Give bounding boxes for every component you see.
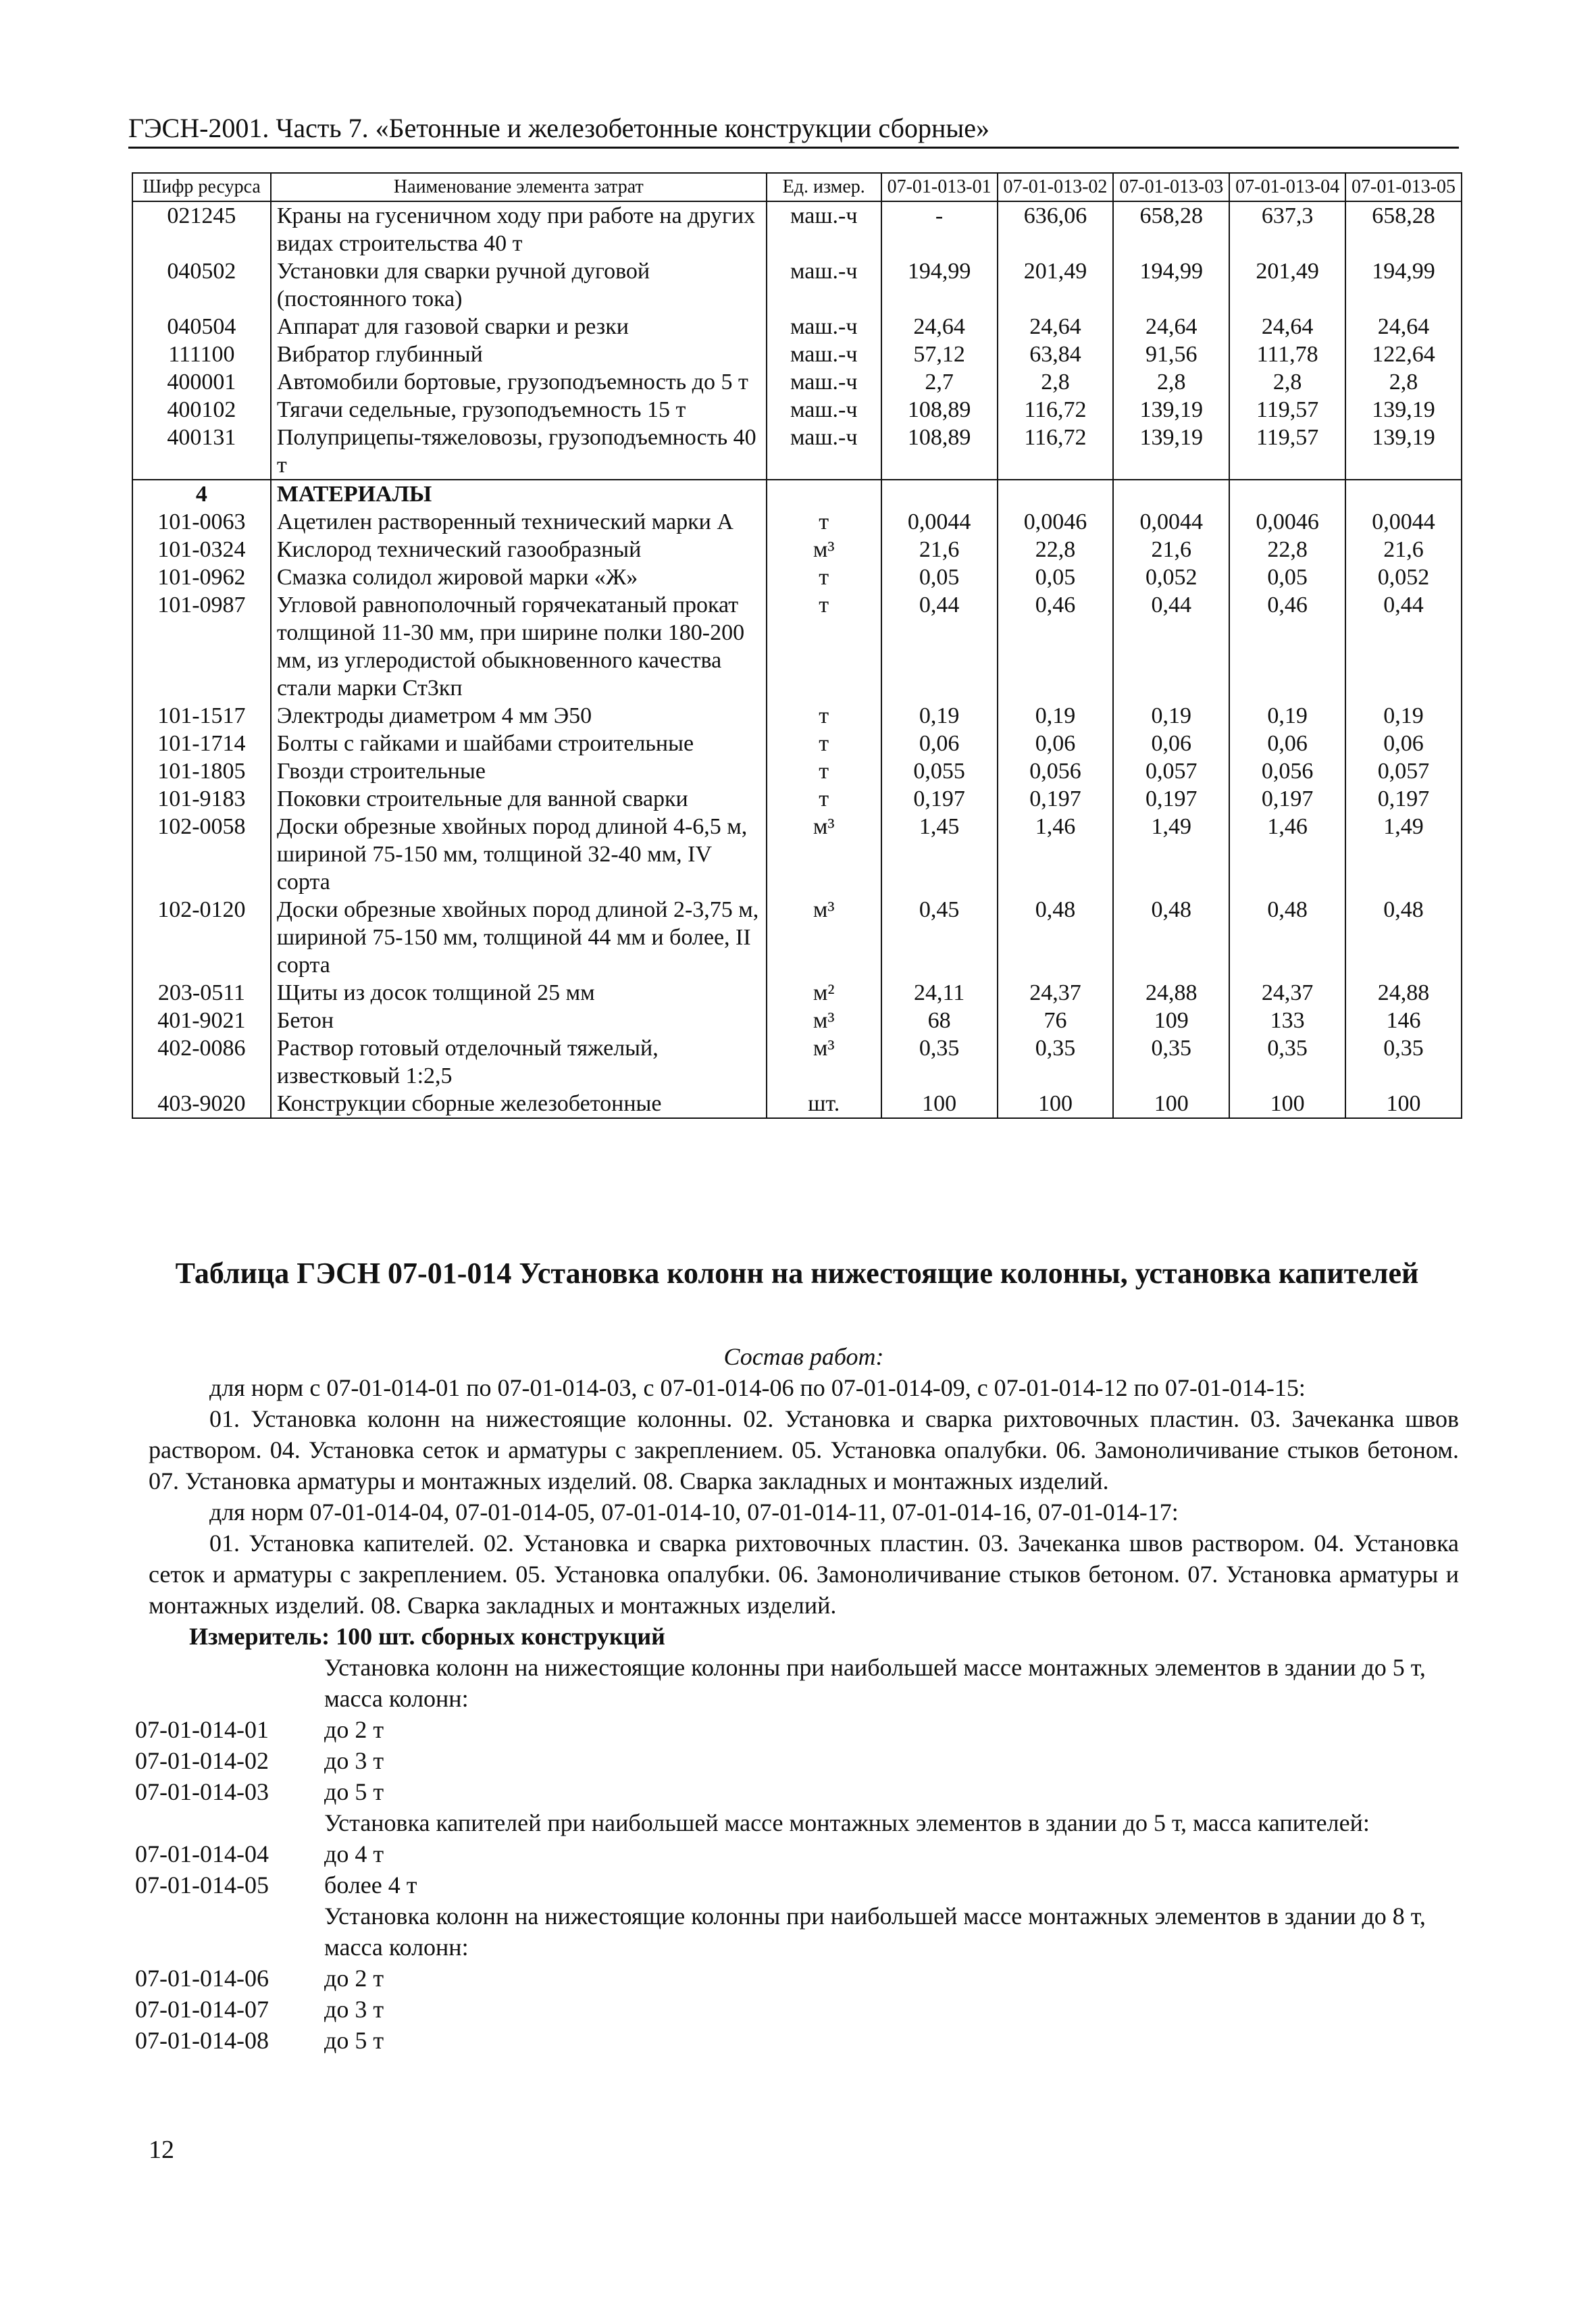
norm-value: 139,19 bbox=[1345, 424, 1462, 480]
norm-code: 07-01-014-04 bbox=[135, 1840, 269, 1867]
norm-value: 21,6 bbox=[1113, 536, 1229, 563]
norm-value: 0,057 bbox=[1345, 757, 1462, 785]
table-title: Таблица ГЭСН 07-01-014 Установка колонн на нижестоящие колонны, установка капителей bbox=[175, 1257, 1419, 1290]
norm-value: 1,46 bbox=[998, 813, 1114, 896]
norm-value: 0,197 bbox=[881, 785, 998, 813]
norm-code: 07-01-014-02 bbox=[135, 1747, 269, 1774]
resource-name: Бетон bbox=[271, 1007, 767, 1034]
norm-item bbox=[135, 2025, 1459, 2056]
resource-name: Тягачи седельные, грузоподъемность 15 т bbox=[271, 396, 767, 424]
norm-value: 139,19 bbox=[1113, 396, 1229, 424]
group-heading: Установка колонн на нижестоящие колонны при наибольшей массе монтажных элементов в здании до 8 т, масса колонн: bbox=[324, 1903, 1426, 1961]
resource-unit: м³ bbox=[767, 813, 881, 896]
norm-value: 57,12 bbox=[881, 341, 998, 368]
norm-value: 194,99 bbox=[1345, 257, 1462, 313]
norm-value: 100 bbox=[998, 1090, 1114, 1118]
resource-unit: т bbox=[767, 785, 881, 813]
norm-value: 0,197 bbox=[1345, 785, 1462, 813]
norm-value: 0,19 bbox=[1229, 702, 1345, 730]
running-header: ГЭСН-2001. Часть 7. «Бетонные и железобетонные конструкции сборные» bbox=[128, 111, 1459, 149]
resource-code: 101-1805 bbox=[132, 757, 271, 785]
resource-unit: т bbox=[767, 702, 881, 730]
resource-code: 101-1714 bbox=[132, 730, 271, 757]
measure-unit: Измеритель: 100 шт. сборных конструкций bbox=[189, 1623, 665, 1650]
norm-code: 07-01-014-06 bbox=[135, 1965, 269, 1992]
norm-value: 0,05 bbox=[998, 563, 1114, 591]
norm-value: 1,45 bbox=[881, 813, 998, 896]
table-row bbox=[132, 730, 1462, 757]
table-row bbox=[132, 508, 1462, 536]
resource-name: Автомобили бортовые, грузоподъемность до 5 т bbox=[271, 368, 767, 396]
resource-unit: шт. bbox=[767, 1090, 881, 1118]
resource-name: Кислород технический газообразный bbox=[271, 536, 767, 563]
norm-text: до 5 т bbox=[324, 2027, 384, 2054]
norm-value: 0,06 bbox=[1113, 730, 1229, 757]
norm-groups bbox=[135, 1652, 1459, 2056]
norm-value: 0,44 bbox=[881, 591, 998, 702]
norm-value: 68 bbox=[881, 1007, 998, 1034]
norm-value: 24,64 bbox=[998, 313, 1114, 341]
norm-value: 0,05 bbox=[881, 563, 998, 591]
works-list-2: 01. Установка капителей. 02. Установка и сварка рихтовочных пластин. 03. Зачеканка швов раствором. 04. Установка сеток и арматуры с закреплением. 05. Установка опалубки. 06. Замоноличивание стыков бетоном. 07. Установка арматуры и монтажных изделий. 08. Сварка закладных и монтажных изделий. bbox=[149, 1530, 1459, 1619]
norms-range-1: для норм с 07-01-014-01 по 07-01-014-03, с 07-01-014-06 по 07-01-014-09, с 07-01-014-12 по 07-01-014-15: bbox=[209, 1374, 1306, 1401]
norm-value: 139,19 bbox=[1345, 396, 1462, 424]
norm-value: 24,11 bbox=[881, 979, 998, 1007]
resource-name: Поковки строительные для ванной сварки bbox=[271, 785, 767, 813]
col-header-norm-1: 07-01-013-01 bbox=[881, 173, 998, 201]
resource-code: 203-0511 bbox=[132, 979, 271, 1007]
composition-block bbox=[135, 1341, 1459, 2056]
section-row bbox=[132, 480, 1462, 508]
norm-text: до 4 т bbox=[324, 1840, 384, 1867]
table-row bbox=[132, 757, 1462, 785]
norm-value: 0,19 bbox=[1113, 702, 1229, 730]
resource-code: 400001 bbox=[132, 368, 271, 396]
section-code: 4 bbox=[132, 480, 271, 508]
table-row bbox=[132, 313, 1462, 341]
norm-text: до 3 т bbox=[324, 1747, 384, 1774]
norm-value: 22,8 bbox=[1229, 536, 1345, 563]
norm-value: 0,057 bbox=[1113, 757, 1229, 785]
norm-value: 0,197 bbox=[998, 785, 1114, 813]
norm-value: 24,64 bbox=[1229, 313, 1345, 341]
norm-text: до 2 т bbox=[324, 1965, 384, 1992]
resource-name: Конструкции сборные железобетонные bbox=[271, 1090, 767, 1118]
norm-value: 100 bbox=[1229, 1090, 1345, 1118]
norm-value: 0,19 bbox=[1345, 702, 1462, 730]
norm-value: 21,6 bbox=[1345, 536, 1462, 563]
norm-code: 07-01-014-07 bbox=[135, 1996, 269, 2023]
norm-value: 201,49 bbox=[1229, 257, 1345, 313]
resource-code: 101-1517 bbox=[132, 702, 271, 730]
resource-name: Электроды диаметром 4 мм Э50 bbox=[271, 702, 767, 730]
norm-value: 0,35 bbox=[1345, 1034, 1462, 1090]
norm-value: 0,44 bbox=[1345, 591, 1462, 702]
table-header-row bbox=[132, 173, 1462, 201]
resource-unit: м³ bbox=[767, 1007, 881, 1034]
page-number: 12 bbox=[149, 2136, 174, 2164]
norm-item bbox=[135, 1994, 1459, 2025]
resource-name: Гвозди строительные bbox=[271, 757, 767, 785]
resource-code: 403-9020 bbox=[132, 1090, 271, 1118]
norm-item bbox=[135, 1776, 1459, 1807]
composition-heading: Состав работ: bbox=[723, 1343, 884, 1370]
norm-value: 0,052 bbox=[1113, 563, 1229, 591]
materials-rows bbox=[132, 508, 1462, 1118]
col-header-norm-5: 07-01-013-05 bbox=[1345, 173, 1462, 201]
resource-name: Щиты из досок толщиной 25 мм bbox=[271, 979, 767, 1007]
norm-value: 0,35 bbox=[998, 1034, 1114, 1090]
resource-unit: маш.-ч bbox=[767, 368, 881, 396]
table-row bbox=[132, 1034, 1462, 1090]
group-heading: Установка колонн на нижестоящие колонны при наибольшей массе монтажных элементов в здании до 5 т, масса колонн: bbox=[324, 1654, 1426, 1712]
norm-text: до 2 т bbox=[324, 1716, 384, 1743]
norm-value: - bbox=[881, 201, 998, 257]
norm-value: 0,35 bbox=[1113, 1034, 1229, 1090]
resource-code: 101-0063 bbox=[132, 508, 271, 536]
resource-name: Вибратор глубинный bbox=[271, 341, 767, 368]
resource-code: 102-0058 bbox=[132, 813, 271, 896]
resource-name: Угловой равнополочный горячекатаный прокат толщиной 11-30 мм, при ширине полки 180-200 мм, из углеродистой обыкновенного качества стали марки Ст3кп bbox=[271, 591, 767, 702]
resource-unit: т bbox=[767, 563, 881, 591]
norm-code: 07-01-014-01 bbox=[135, 1716, 269, 1743]
norm-value: 22,8 bbox=[998, 536, 1114, 563]
norm-value: 0,19 bbox=[881, 702, 998, 730]
norm-item bbox=[135, 1963, 1459, 1994]
table-row bbox=[132, 563, 1462, 591]
resource-code: 402-0086 bbox=[132, 1034, 271, 1090]
norm-value: 24,64 bbox=[1345, 313, 1462, 341]
norm-value: 0,052 bbox=[1345, 563, 1462, 591]
norm-value: 0,0044 bbox=[1113, 508, 1229, 536]
resource-code: 111100 bbox=[132, 341, 271, 368]
table-row bbox=[132, 341, 1462, 368]
norm-value: 133 bbox=[1229, 1007, 1345, 1034]
norm-value: 0,46 bbox=[1229, 591, 1345, 702]
resource-code: 401-9021 bbox=[132, 1007, 271, 1034]
table-row bbox=[132, 257, 1462, 313]
norm-value: 0,06 bbox=[881, 730, 998, 757]
norm-value: 0,05 bbox=[1229, 563, 1345, 591]
works-list-1: 01. Установка колонн на нижестоящие колонны. 02. Установка и сварка рихтовочных пластин. 03. Зачеканка швов раствором. 04. Установка сеток и арматуры с закреплением. 05. Установка опалубки. 06. Замоноличивание стыков бетоном. 07. Установка арматуры и монтажных изделий. 08. Сварка закладных и монтажных изделий. bbox=[149, 1405, 1459, 1494]
norm-value: 0,35 bbox=[1229, 1034, 1345, 1090]
norm-value: 0,06 bbox=[1345, 730, 1462, 757]
norm-value: 100 bbox=[881, 1090, 998, 1118]
col-header-norm-2: 07-01-013-02 bbox=[998, 173, 1114, 201]
resource-name: Раствор готовый отделочный тяжелый, известковый 1:2,5 bbox=[271, 1034, 767, 1090]
norm-value: 0,0044 bbox=[881, 508, 998, 536]
resource-name: Краны на гусеничном ходу при работе на других видах строительства 40 т bbox=[271, 201, 767, 257]
group-heading-row bbox=[135, 1807, 1459, 1838]
norm-value: 63,84 bbox=[998, 341, 1114, 368]
col-header-code: Шифр ресурса bbox=[132, 173, 271, 201]
norm-value: 108,89 bbox=[881, 424, 998, 480]
resource-unit: т bbox=[767, 508, 881, 536]
resource-name: Доски обрезные хвойных пород длиной 4-6,5 м, шириной 75-150 мм, толщиной 32-40 мм, IV сорта bbox=[271, 813, 767, 896]
norm-value: 119,57 bbox=[1229, 396, 1345, 424]
norm-value: 109 bbox=[1113, 1007, 1229, 1034]
norm-value: 111,78 bbox=[1229, 341, 1345, 368]
norm-value: 100 bbox=[1345, 1090, 1462, 1118]
norm-code: 07-01-014-03 bbox=[135, 1778, 269, 1805]
resource-code: 101-0987 bbox=[132, 591, 271, 702]
resource-unit: м² bbox=[767, 979, 881, 1007]
norm-value: 0,48 bbox=[1345, 896, 1462, 979]
resource-unit: м³ bbox=[767, 1034, 881, 1090]
table-row bbox=[132, 591, 1462, 702]
table-row bbox=[132, 424, 1462, 480]
resource-unit: м³ bbox=[767, 896, 881, 979]
table-row bbox=[132, 536, 1462, 563]
norm-value: 122,64 bbox=[1345, 341, 1462, 368]
norm-value: 91,56 bbox=[1113, 341, 1229, 368]
resource-table bbox=[132, 172, 1462, 1119]
norm-value: 21,6 bbox=[881, 536, 998, 563]
resource-name: Болты с гайками и шайбами строительные bbox=[271, 730, 767, 757]
norm-value: 24,88 bbox=[1113, 979, 1229, 1007]
table-row bbox=[132, 702, 1462, 730]
norm-value: 0,056 bbox=[1229, 757, 1345, 785]
resource-unit: т bbox=[767, 757, 881, 785]
norm-value: 0,06 bbox=[998, 730, 1114, 757]
col-header-norm-4: 07-01-013-04 bbox=[1229, 173, 1345, 201]
norm-value: 201,49 bbox=[998, 257, 1114, 313]
table-row bbox=[132, 396, 1462, 424]
norm-value: 1,49 bbox=[1345, 813, 1462, 896]
norm-value: 0,06 bbox=[1229, 730, 1345, 757]
norm-text: более 4 т bbox=[324, 1871, 417, 1898]
norm-value: 24,64 bbox=[881, 313, 998, 341]
resource-code: 101-0962 bbox=[132, 563, 271, 591]
table-row bbox=[132, 896, 1462, 979]
norm-value: 1,49 bbox=[1113, 813, 1229, 896]
resource-name: Полуприцепы-тяжеловозы, грузоподъемность 40 т bbox=[271, 424, 767, 480]
norm-item bbox=[135, 1745, 1459, 1776]
norm-value: 2,7 bbox=[881, 368, 998, 396]
norm-value: 0,197 bbox=[1229, 785, 1345, 813]
norm-value: 0,056 bbox=[998, 757, 1114, 785]
resource-unit: маш.-ч bbox=[767, 396, 881, 424]
norm-value: 0,055 bbox=[881, 757, 998, 785]
norm-value: 2,8 bbox=[1229, 368, 1345, 396]
norm-value: 0,48 bbox=[1229, 896, 1345, 979]
resource-code: 101-0324 bbox=[132, 536, 271, 563]
norm-value: 658,28 bbox=[1345, 201, 1462, 257]
norm-value: 2,8 bbox=[1113, 368, 1229, 396]
norm-item bbox=[135, 1714, 1459, 1745]
norm-value: 24,88 bbox=[1345, 979, 1462, 1007]
norm-value: 116,72 bbox=[998, 396, 1114, 424]
resource-name: Доски обрезные хвойных пород длиной 2-3,75 м, шириной 75-150 мм, толщиной 44 мм и более, II сорта bbox=[271, 896, 767, 979]
resource-code: 400102 bbox=[132, 396, 271, 424]
table-row bbox=[132, 1090, 1462, 1118]
norm-value: 76 bbox=[998, 1007, 1114, 1034]
norm-value: 0,35 bbox=[881, 1034, 998, 1090]
section-title: МАТЕРИАЛЫ bbox=[271, 480, 767, 508]
norm-value: 146 bbox=[1345, 1007, 1462, 1034]
table-row bbox=[132, 813, 1462, 896]
norm-value: 100 bbox=[1113, 1090, 1229, 1118]
table-row bbox=[132, 201, 1462, 257]
resource-unit: маш.-ч bbox=[767, 313, 881, 341]
norm-item bbox=[135, 1869, 1459, 1901]
table-row bbox=[132, 785, 1462, 813]
resource-name: Установки для сварки ручной дуговой (постоянного тока) bbox=[271, 257, 767, 313]
resource-unit: т bbox=[767, 591, 881, 702]
norm-value: 194,99 bbox=[1113, 257, 1229, 313]
resource-code: 021245 bbox=[132, 201, 271, 257]
resource-code: 102-0120 bbox=[132, 896, 271, 979]
norm-value: 2,8 bbox=[998, 368, 1114, 396]
norm-value: 658,28 bbox=[1113, 201, 1229, 257]
norm-value: 1,46 bbox=[1229, 813, 1345, 896]
resource-code: 101-9183 bbox=[132, 785, 271, 813]
resource-code: 400131 bbox=[132, 424, 271, 480]
norm-value: 108,89 bbox=[881, 396, 998, 424]
norm-value: 636,06 bbox=[998, 201, 1114, 257]
resource-name: Ацетилен растворенный технический марки А bbox=[271, 508, 767, 536]
resource-code: 040504 bbox=[132, 313, 271, 341]
norm-value: 0,0044 bbox=[1345, 508, 1462, 536]
norm-code: 07-01-014-05 bbox=[135, 1871, 269, 1898]
norms-range-2: для норм 07-01-014-04, 07-01-014-05, 07-01-014-10, 07-01-014-11, 07-01-014-16, 07-01-014-17: bbox=[209, 1499, 1179, 1526]
col-header-norm-3: 07-01-013-03 bbox=[1113, 173, 1229, 201]
norm-value: 139,19 bbox=[1113, 424, 1229, 480]
resource-unit: маш.-ч bbox=[767, 341, 881, 368]
norm-value: 0,48 bbox=[998, 896, 1114, 979]
col-header-unit: Ед. измер. bbox=[767, 173, 881, 201]
norm-value: 2,8 bbox=[1345, 368, 1462, 396]
table-row bbox=[132, 979, 1462, 1007]
resource-unit: маш.-ч bbox=[767, 424, 881, 480]
norm-value: 637,3 bbox=[1229, 201, 1345, 257]
norm-value: 116,72 bbox=[998, 424, 1114, 480]
norm-value: 0,0046 bbox=[1229, 508, 1345, 536]
norm-text: до 3 т bbox=[324, 1996, 384, 2023]
norm-value: 24,37 bbox=[1229, 979, 1345, 1007]
resource-unit: маш.-ч bbox=[767, 201, 881, 257]
norm-value: 24,37 bbox=[998, 979, 1114, 1007]
norm-value: 0,19 bbox=[998, 702, 1114, 730]
norm-value: 194,99 bbox=[881, 257, 998, 313]
resource-name: Аппарат для газовой сварки и резки bbox=[271, 313, 767, 341]
group-heading: Установка капителей при наибольшей массе монтажных элементов в здании до 5 т, масса капителей: bbox=[324, 1809, 1370, 1836]
norm-value: 0,46 bbox=[998, 591, 1114, 702]
norm-item bbox=[135, 1838, 1459, 1869]
norm-value: 0,45 bbox=[881, 896, 998, 979]
norm-value: 24,64 bbox=[1113, 313, 1229, 341]
norm-value: 0,44 bbox=[1113, 591, 1229, 702]
resource-unit: маш.-ч bbox=[767, 257, 881, 313]
norm-code: 07-01-014-08 bbox=[135, 2027, 269, 2054]
col-header-name: Наименование элемента затрат bbox=[271, 173, 767, 201]
norm-text: до 5 т bbox=[324, 1778, 384, 1805]
resource-unit: м³ bbox=[767, 536, 881, 563]
resource-name: Смазка солидол жировой марки «Ж» bbox=[271, 563, 767, 591]
resource-unit: т bbox=[767, 730, 881, 757]
norm-value: 0,0046 bbox=[998, 508, 1114, 536]
resource-code: 040502 bbox=[132, 257, 271, 313]
group-heading-row bbox=[135, 1652, 1459, 1714]
norm-value: 0,48 bbox=[1113, 896, 1229, 979]
materials-section bbox=[132, 480, 1462, 508]
norm-value: 0,197 bbox=[1113, 785, 1229, 813]
machines-rows bbox=[132, 201, 1462, 480]
group-heading-row bbox=[135, 1901, 1459, 1963]
norm-value: 119,57 bbox=[1229, 424, 1345, 480]
table-row bbox=[132, 368, 1462, 396]
table-row bbox=[132, 1007, 1462, 1034]
